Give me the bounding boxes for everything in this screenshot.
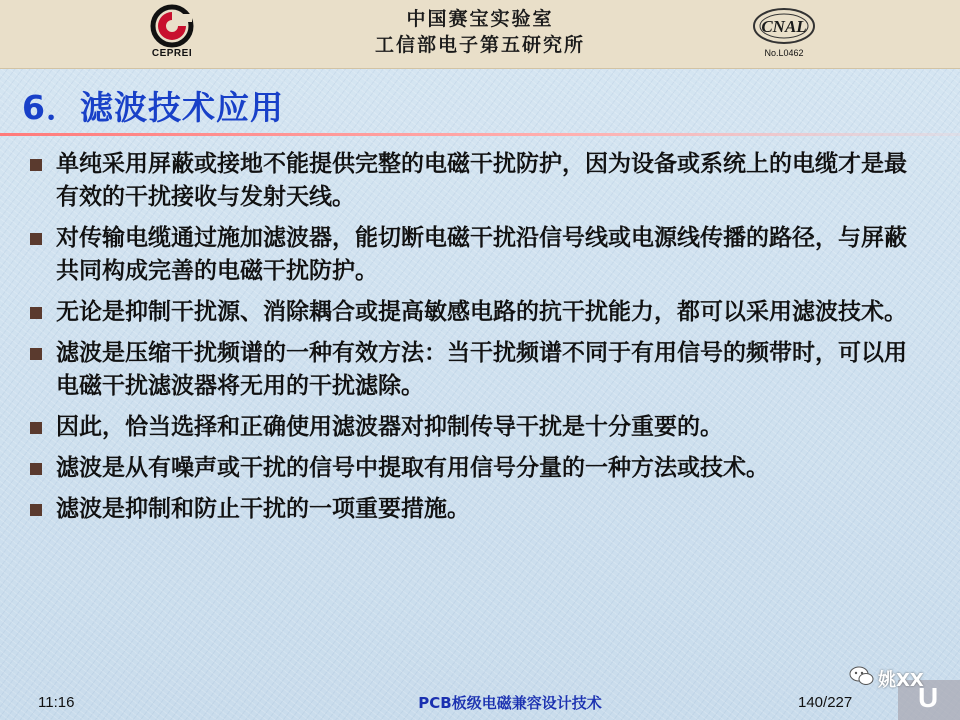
watermark: [848, 664, 960, 720]
ceprei-logo: [140, 4, 204, 64]
bullet-item: [30, 296, 920, 329]
bullet-text: 无论是抑制干扰源、消除耦合或提高敏感电路的抗干扰能力，都可以采用滤波技术。: [56, 299, 907, 325]
square-bullet-icon: [30, 348, 42, 360]
cnal-logo: [748, 4, 820, 64]
footer-page-number: 140/227: [798, 694, 853, 711]
watermark-text: 姚XX: [878, 670, 924, 691]
title-divider: [0, 133, 960, 136]
slide-header: [0, 0, 960, 69]
bullet-text: 滤波是从有噪声或干扰的信号中提取有用信号分量的一种方法或技术。: [56, 455, 769, 481]
bullet-text: 因此，恰当选择和正确使用滤波器对抑制传导干扰是十分重要的。: [56, 414, 723, 440]
institution-title: [300, 6, 660, 58]
ceprei-logo-icon: [140, 4, 204, 48]
cnal-logo-text: CNAL: [761, 17, 807, 36]
bullet-text: 单纯采用屏蔽或接地不能提供完整的电磁干扰防护，因为设备或系统上的电缆才是最有效的干扰接收与发射天线。: [56, 151, 907, 210]
ceprei-logo-text: CEPREI: [151, 48, 193, 59]
footer-course-title: PCB板级电磁兼容设计技术: [418, 694, 602, 712]
institution-title-line2: 工信部电子第五研究所: [374, 34, 585, 56]
wechat-icon: [848, 664, 876, 688]
footer-time: 11:16: [38, 694, 75, 711]
bullet-text: 对传输电缆通过施加滤波器，能切断电磁干扰沿信号线或电源线传播的路径，与屏蔽共同构成完善的电磁干扰防护。: [56, 225, 907, 284]
bullet-item: [30, 148, 920, 214]
bullet-item: [30, 337, 920, 403]
bullet-text: 滤波是抑制和防止干扰的一项重要措施。: [56, 496, 470, 522]
institution-title-line1: 中国赛宝实验室: [406, 8, 554, 30]
square-bullet-icon: [30, 422, 42, 434]
square-bullet-icon: [30, 504, 42, 516]
square-bullet-icon: [30, 233, 42, 245]
cnal-logo-icon: [748, 4, 820, 48]
bullet-item: [30, 222, 920, 288]
bullet-text: 滤波是压缩干扰频谱的一种有效方法：当干扰频谱不同于有用信号的频带时，可以用电磁干扰滤波器将无用的干扰滤除。: [56, 340, 907, 399]
square-bullet-icon: [30, 307, 42, 319]
cnal-cert-number: No.L0462: [764, 48, 804, 58]
square-bullet-icon: [30, 463, 42, 475]
square-bullet-icon: [30, 159, 42, 171]
bullet-list: [30, 148, 920, 534]
bullet-item: [30, 452, 920, 485]
watermark-u-icon: U: [918, 682, 939, 713]
slide-title: 6．滤波技术应用: [22, 88, 284, 127]
bullet-item: [30, 411, 920, 444]
bullet-item: [30, 493, 920, 526]
